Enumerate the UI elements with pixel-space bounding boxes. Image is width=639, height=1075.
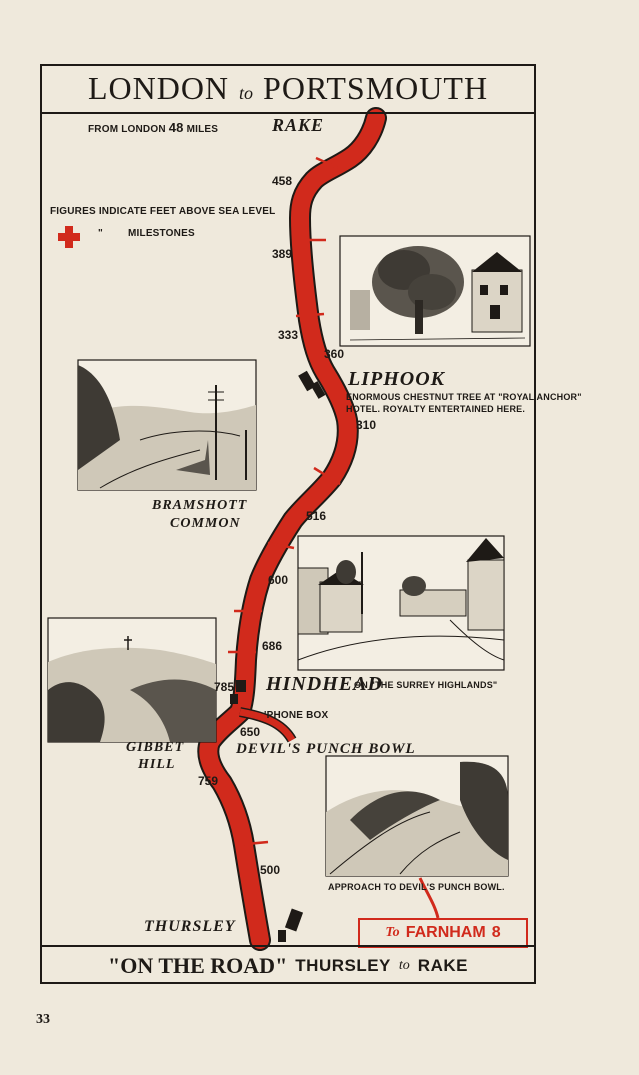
place-bramshott-1: BRAMSHOTT: [152, 498, 248, 513]
footer-to-word: to: [398, 957, 410, 973]
farnham-miles: 8: [491, 924, 501, 941]
elevation-label: 785: [214, 680, 235, 694]
place-liphook: LIPHOOK: [348, 368, 445, 390]
place-gibbet-1: GIBBET: [126, 740, 185, 755]
approach-caption: APPROACH TO DEVIL'S PUNCH BOWL.: [328, 882, 505, 892]
elevation-label: 310: [356, 418, 377, 432]
phone-box-label: 'PHONE BOX: [264, 710, 329, 721]
elevation-label: 360: [324, 347, 345, 361]
footer-on-the-road: "ON THE ROAD": [108, 952, 288, 978]
elevation-label: 516: [306, 509, 327, 523]
place-devils-punch-bowl: DEVIL'S PUNCH BOWL: [236, 741, 416, 757]
milestone-mark: ": [98, 228, 103, 239]
footer-start: THURSLEY: [295, 955, 391, 975]
title-destination: PORTSMOUTH: [263, 69, 489, 106]
distance-unit: MILES: [186, 124, 219, 135]
map-title: [40, 64, 536, 114]
place-hindhead: HINDHEAD: [266, 673, 383, 695]
distance-value: 48: [168, 120, 184, 135]
distance-prefix: FROM LONDON: [88, 124, 166, 135]
farnham-name: FARNHAM: [405, 924, 486, 941]
elevation-label: 600: [268, 573, 289, 587]
elevation-label: 500: [260, 863, 281, 877]
title-to-word: to: [239, 82, 254, 103]
elevation-label: 759: [198, 774, 219, 788]
farnham-sign: [358, 918, 528, 948]
elevation-label: 650: [240, 725, 261, 739]
place-gibbet-2: HILL: [138, 757, 176, 772]
elevation-label: 458: [272, 174, 293, 188]
milestone-cross-icon: [58, 226, 80, 248]
page-number: 33: [36, 1012, 50, 1027]
liphook-note-2: HOTEL. ROYALTY ENTERTAINED HERE.: [346, 404, 526, 414]
milestone-label: MILESTONES: [128, 228, 195, 239]
place-rake: RAKE: [272, 115, 325, 135]
map-footer: [40, 945, 536, 984]
footer-end: RAKE: [417, 955, 468, 975]
place-bramshott-2: COMMON: [170, 516, 241, 531]
place-thursley: THURSLEY: [144, 918, 236, 935]
map-frame: [40, 64, 536, 984]
distance-line: [88, 120, 218, 135]
elevation-label: 389: [272, 247, 293, 261]
hindhead-note: ON "THE SURREY HIGHLANDS": [354, 680, 498, 690]
liphook-note-1: ENORMOUS CHESTNUT TREE AT "ROYAL ANCHOR": [346, 392, 582, 402]
elevation-label: 686: [262, 639, 283, 653]
elevation-label: 333: [278, 328, 299, 342]
title-from: LONDON: [87, 69, 230, 106]
elevation-note: FIGURES INDICATE FEET ABOVE SEA LEVEL: [50, 206, 276, 217]
farnham-to-word: To: [385, 925, 400, 940]
